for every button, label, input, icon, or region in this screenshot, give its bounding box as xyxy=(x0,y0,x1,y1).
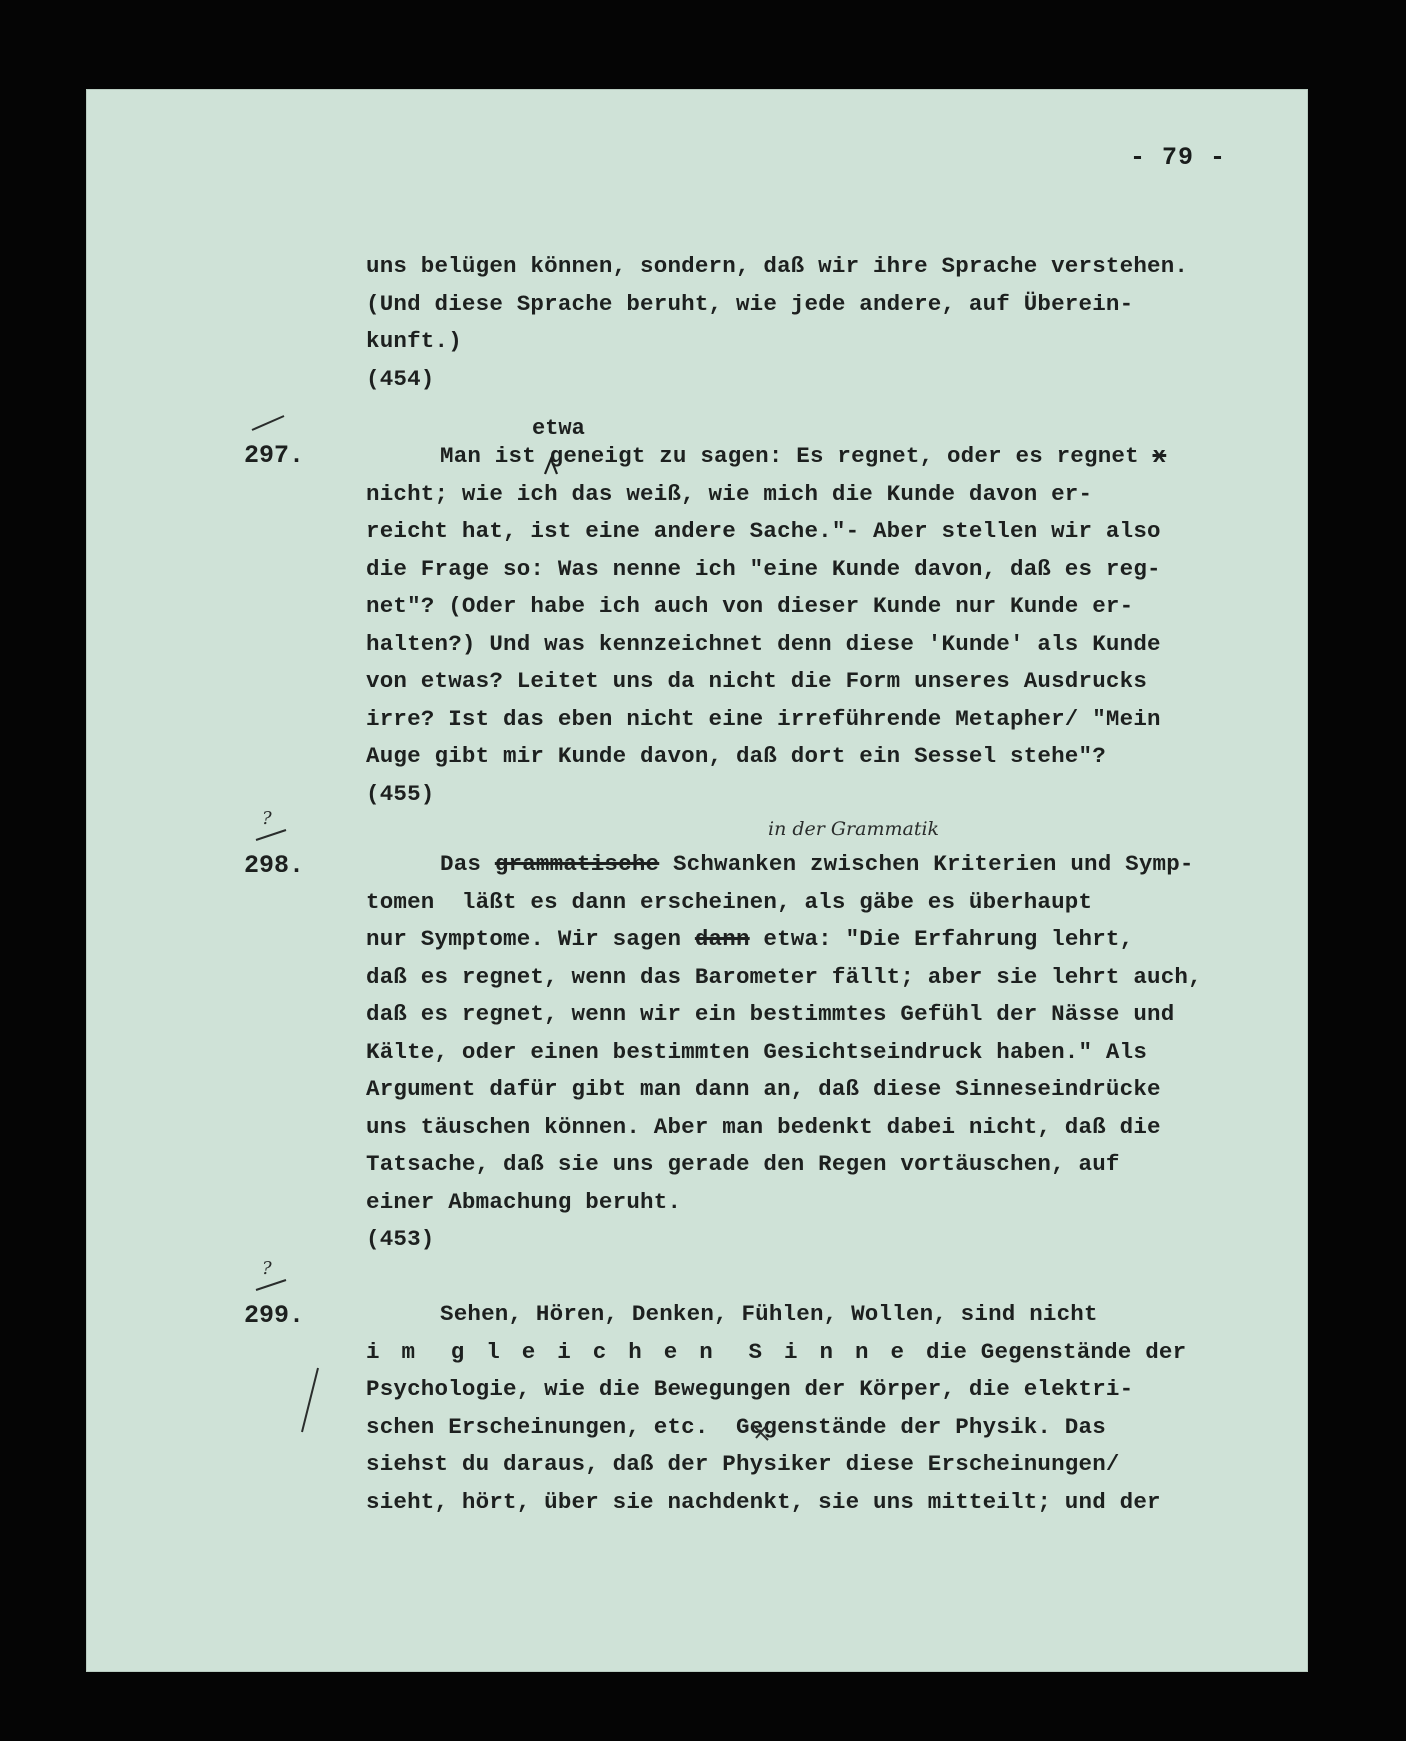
handwritten-insertion: in der Grammatik xyxy=(768,818,940,840)
text-line: reicht hat, ist eine andere Sache."- Aber stellen wir also xyxy=(366,518,1161,544)
text-line xyxy=(366,926,1133,952)
text-line: Psychologie, wie die Bewegungen der Körper, die elektri- xyxy=(366,1376,1134,1402)
remark-number-297: 297. xyxy=(244,441,305,470)
text-line: einer Abmachung beruht. xyxy=(366,1189,682,1215)
inserted-word: etwa xyxy=(532,416,585,441)
text-line: von etwas? Leitet uns da nicht die Form unseres Ausdrucks xyxy=(366,668,1148,694)
text-line: daß es regnet, wenn wir ein bestimmtes Gefühl der Nässe und xyxy=(366,1001,1175,1027)
insertion-mark-icon xyxy=(748,1418,774,1444)
question-mark: ? xyxy=(262,1258,272,1279)
text-line xyxy=(440,851,1194,877)
text-line: Kälte, oder einen bestimmten Gesichtseindruck haben." Als xyxy=(366,1039,1148,1065)
text-line: Sehen, Hören, Denken, Fühlen, Wollen, sind nicht xyxy=(440,1301,1098,1327)
text-span: Man ist geneigt zu sagen: Es regnet, oder es regnet xyxy=(440,443,1153,469)
spaced-word: Sinne xyxy=(748,1339,926,1365)
spaced-word: im xyxy=(366,1339,438,1365)
text-line: daß es regnet, wenn das Barometer fällt; aber sie lehrt auch, xyxy=(366,964,1202,990)
text-span: die Gegenstände der xyxy=(925,1339,1187,1365)
reference-number: (453) xyxy=(366,1226,435,1252)
text-line: siehst du daraus, daß der Physiker diese Erscheinungen/ xyxy=(366,1451,1120,1477)
struck-word: grammatische xyxy=(494,851,660,877)
margin-stroke xyxy=(296,1364,326,1436)
text-line: Argument dafür gibt man dann an, daß diese Sinneseindrücke xyxy=(366,1076,1161,1102)
text-line: Auge gibt mir Kunde davon, daß dort ein Sessel stehe"? xyxy=(366,743,1106,769)
reference-number: (455) xyxy=(366,781,435,807)
text-line: sieht, hört, über sie nachdenkt, sie uns mitteilt; und der xyxy=(366,1489,1161,1515)
check-mark-icon xyxy=(248,412,288,434)
page-number: - 79 - xyxy=(1130,143,1227,172)
text-line: tomen läßt es dann erscheinen, als gäbe es überhaupt xyxy=(366,889,1093,915)
text-line xyxy=(440,443,1166,469)
text-line: irre? Ist das eben nicht eine irreführende Metapher/ "Mein xyxy=(366,706,1161,732)
text-line xyxy=(366,1339,1186,1365)
struck-word: dann xyxy=(694,926,750,952)
question-mark: ? xyxy=(262,808,272,829)
text-line: schen Erscheinungen, etc. Gegenstände der Physik. Das xyxy=(366,1414,1106,1440)
text-line: Tatsache, daß sie uns gerade den Regen vortäuschen, auf xyxy=(366,1151,1120,1177)
text-line: die Frage so: Was nenne ich "eine Kunde davon, daß es reg- xyxy=(366,556,1161,582)
remark-number-298: 298. xyxy=(244,851,305,880)
check-mark-icon xyxy=(252,826,292,844)
reference-number: (454) xyxy=(366,366,435,392)
struck-letter: x xyxy=(1152,443,1167,469)
text-line: net"? (Oder habe ich auch von dieser Kunde nur Kunde er- xyxy=(366,593,1134,619)
text-line: kunft.) xyxy=(366,328,462,354)
text-span: etwa: "Die Erfahrung lehrt, xyxy=(749,926,1134,952)
spaced-word: gleichen xyxy=(450,1339,735,1365)
text-span: Schwanken zwischen Kriterien und Symp- xyxy=(659,851,1194,877)
text-span: nur Symptome. Wir sagen xyxy=(366,926,695,952)
text-span: Das xyxy=(440,851,495,877)
check-mark-icon xyxy=(252,1276,292,1294)
text-line: uns täuschen können. Aber man bedenkt dabei nicht, daß die xyxy=(366,1114,1161,1140)
text-line: nicht; wie ich das weiß, wie mich die Kunde davon er- xyxy=(366,481,1093,507)
text-line: (Und diese Sprache beruht, wie jede andere, auf Überein- xyxy=(366,291,1134,317)
text-line: uns belügen können, sondern, daß wir ihre Sprache verstehen. xyxy=(366,253,1189,279)
remark-number-299: 299. xyxy=(244,1301,305,1330)
text-line: halten?) Und was kennzeichnet denn diese 'Kunde' als Kunde xyxy=(366,631,1161,657)
